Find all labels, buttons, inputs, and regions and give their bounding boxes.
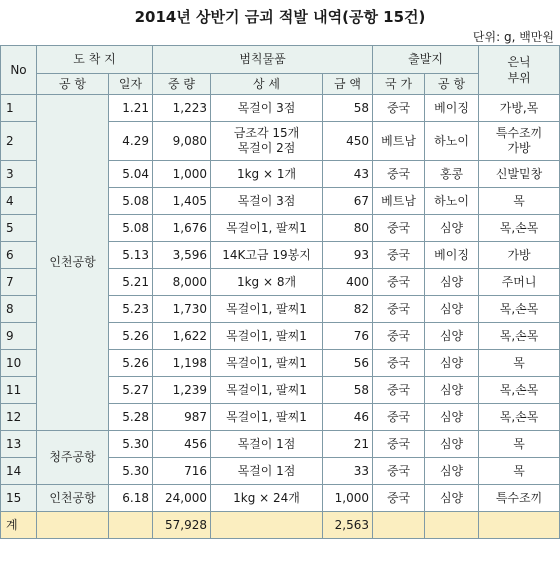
detail: 목걸이1, 팔찌1 [211,296,323,323]
total-empty-hidden [479,512,560,539]
weight: 1,239 [153,377,211,404]
weight: 1,223 [153,95,211,122]
detail: 목걸이1, 팔찌1 [211,323,323,350]
origin-airport: 심양 [425,431,479,458]
detail: 14K고금 19봉지 [211,242,323,269]
weight: 8,000 [153,269,211,296]
row-no: 1 [1,95,37,122]
weight: 1,000 [153,161,211,188]
row-no: 3 [1,161,37,188]
origin-country: 중국 [373,485,425,512]
amount: 400 [323,269,373,296]
amount: 58 [323,377,373,404]
header-origin: 출발지 [373,46,479,74]
arrival-airport: 청주공항 [37,431,109,485]
origin-country: 중국 [373,458,425,485]
header-row-1 [1,46,560,74]
hidden-location: 목 [479,350,560,377]
detail: 목걸이 3점 [211,188,323,215]
detail: 목걸이1, 팔찌1 [211,350,323,377]
header-seized: 범칙물품 [153,46,373,74]
hidden-location: 목,손목 [479,215,560,242]
detail: 금조각 15개 목걸이 2점 [211,122,323,161]
header-date: 일자 [109,74,153,95]
origin-airport: 하노이 [425,122,479,161]
detail: 1kg × 1개 [211,161,323,188]
detail: 목걸이1, 팔찌1 [211,215,323,242]
total-empty-date [109,512,153,539]
weight: 1,405 [153,188,211,215]
hidden-location: 가방,목 [479,95,560,122]
header-amount: 금 액 [323,74,373,95]
origin-country: 중국 [373,242,425,269]
row-no: 2 [1,122,37,161]
arrival-date: 5.26 [109,323,153,350]
hidden-location: 목,손목 [479,323,560,350]
hidden-location: 가방 [479,242,560,269]
hidden-location: 신발밑창 [479,161,560,188]
detail: 목걸이 3점 [211,95,323,122]
origin-country: 중국 [373,215,425,242]
weight: 3,596 [153,242,211,269]
weight: 9,080 [153,122,211,161]
arrival-date: 5.04 [109,161,153,188]
header-detail: 상 세 [211,74,323,95]
hidden-location: 특수조끼 [479,485,560,512]
origin-country: 중국 [373,350,425,377]
origin-country: 베트남 [373,122,425,161]
page-title: 2014년 상반기 금괴 적발 내역(공항 15건) [134,8,426,26]
weight: 1,622 [153,323,211,350]
total-amount: 2,563 [323,512,373,539]
arrival-date: 6.18 [109,485,153,512]
origin-airport: 심양 [425,377,479,404]
amount: 58 [323,95,373,122]
origin-country: 중국 [373,95,425,122]
hidden-location: 특수조끼 가방 [479,122,560,161]
row-no: 9 [1,323,37,350]
header-hidden: 은닉 부위 [479,46,560,95]
arrival-airport: 인천공항 [37,95,109,431]
weight: 24,000 [153,485,211,512]
header-country: 국 가 [373,74,425,95]
origin-airport: 심양 [425,323,479,350]
row-no: 4 [1,188,37,215]
arrival-date: 5.26 [109,350,153,377]
table-row [1,431,560,458]
origin-country: 중국 [373,431,425,458]
arrival-date: 1.21 [109,95,153,122]
header-row-2 [1,74,560,95]
detail: 목걸이1, 팔찌1 [211,377,323,404]
amount: 21 [323,431,373,458]
total-empty-country [373,512,425,539]
arrival-date: 5.13 [109,242,153,269]
origin-country: 중국 [373,269,425,296]
row-no: 15 [1,485,37,512]
origin-country: 베트남 [373,188,425,215]
arrival-date: 4.29 [109,122,153,161]
hidden-location: 목,손목 [479,377,560,404]
weight: 987 [153,404,211,431]
arrival-date: 5.21 [109,269,153,296]
hidden-location: 목 [479,458,560,485]
origin-airport: 하노이 [425,188,479,215]
amount: 33 [323,458,373,485]
arrival-date: 5.30 [109,458,153,485]
row-no: 13 [1,431,37,458]
arrival-date: 5.30 [109,431,153,458]
table-row [1,485,560,512]
header-airport: 공 항 [37,74,109,95]
total-label: 계 [1,512,37,539]
arrival-date: 5.28 [109,404,153,431]
header-no: No [1,46,37,95]
detail: 목걸이1, 팔찌1 [211,404,323,431]
origin-country: 중국 [373,377,425,404]
origin-airport: 심양 [425,404,479,431]
weight: 456 [153,431,211,458]
total-empty-airport [37,512,109,539]
origin-airport: 심양 [425,485,479,512]
row-no: 8 [1,296,37,323]
hidden-location: 목 [479,431,560,458]
hidden-location: 목 [479,188,560,215]
origin-airport: 심양 [425,269,479,296]
amount: 46 [323,404,373,431]
amount: 93 [323,242,373,269]
total-empty-origin-airport [425,512,479,539]
arrival-date: 5.08 [109,215,153,242]
amount: 56 [323,350,373,377]
amount: 76 [323,323,373,350]
detail: 목걸이 1점 [211,431,323,458]
header-origin-airport: 공 항 [425,74,479,95]
row-no: 7 [1,269,37,296]
hidden-location: 주머니 [479,269,560,296]
arrival-airport: 인천공항 [37,485,109,512]
amount: 67 [323,188,373,215]
total-row [1,512,560,539]
amount: 450 [323,122,373,161]
hidden-location: 목,손목 [479,296,560,323]
arrival-date: 5.27 [109,377,153,404]
amount: 43 [323,161,373,188]
total-empty-detail [211,512,323,539]
origin-airport: 심양 [425,296,479,323]
weight: 1,676 [153,215,211,242]
row-no: 11 [1,377,37,404]
origin-airport: 베이징 [425,95,479,122]
header-weight: 중 량 [153,74,211,95]
row-no: 14 [1,458,37,485]
detail: 목걸이 1점 [211,458,323,485]
table-row [1,95,560,122]
origin-airport: 심양 [425,458,479,485]
origin-airport: 심양 [425,215,479,242]
weight: 716 [153,458,211,485]
row-no: 5 [1,215,37,242]
origin-airport: 베이징 [425,242,479,269]
seizure-table [0,45,560,539]
arrival-date: 5.08 [109,188,153,215]
header-arrival: 도 착 지 [37,46,153,74]
origin-airport: 홍콩 [425,161,479,188]
origin-country: 중국 [373,161,425,188]
detail: 1kg × 24개 [211,485,323,512]
origin-country: 중국 [373,404,425,431]
amount: 80 [323,215,373,242]
row-no: 6 [1,242,37,269]
arrival-date: 5.23 [109,296,153,323]
origin-airport: 심양 [425,350,479,377]
total-weight: 57,928 [153,512,211,539]
row-no: 12 [1,404,37,431]
detail: 1kg × 8개 [211,269,323,296]
weight: 1,198 [153,350,211,377]
origin-country: 중국 [373,323,425,350]
hidden-location: 목,손목 [479,404,560,431]
weight: 1,730 [153,296,211,323]
unit-note: 단위: g, 백만원 [472,30,554,44]
row-no: 10 [1,350,37,377]
origin-country: 중국 [373,296,425,323]
amount: 1,000 [323,485,373,512]
amount: 82 [323,296,373,323]
